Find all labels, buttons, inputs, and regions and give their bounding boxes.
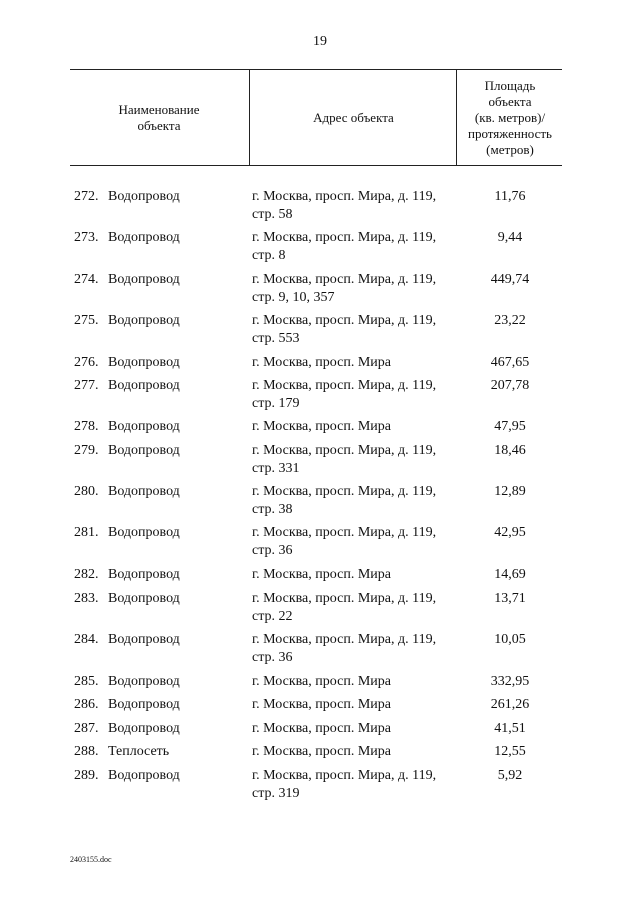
object-name: Водопровод: [108, 567, 180, 582]
address-line-2: стр. 8: [252, 248, 286, 263]
object-name: Водопровод: [108, 189, 180, 204]
address-line-1: г. Москва, просп. Мира: [252, 419, 391, 434]
row-number: 284.: [74, 632, 99, 647]
address-line-2: стр. 319: [252, 786, 300, 801]
object-area: 10,05: [494, 632, 526, 647]
object-name: Водопровод: [108, 674, 180, 689]
object-area: 261,26: [490, 697, 530, 712]
address-line-2: стр. 38: [252, 502, 293, 517]
header-name-column: [70, 70, 248, 165]
row-number: 286.: [74, 697, 99, 712]
object-name: Водопровод: [108, 525, 180, 540]
object-name: Водопровод: [108, 768, 180, 783]
object-address: [252, 418, 458, 436]
address-line-1: г. Москва, просп. Мира, д. 119,: [252, 443, 437, 458]
row-number: 274.: [74, 272, 99, 287]
object-name: Водопровод: [108, 591, 180, 606]
object-address: [252, 673, 458, 691]
row-number: 287.: [74, 721, 99, 736]
address-line-2: стр. 58: [252, 207, 293, 222]
object-area: 42,95: [494, 525, 526, 540]
row-number: 273.: [74, 230, 99, 245]
object-name: Водопровод: [108, 355, 180, 370]
object-area: 467,65: [490, 355, 530, 370]
row-number: 280.: [74, 484, 99, 499]
row-number: 285.: [74, 674, 99, 689]
object-address: [252, 442, 458, 478]
address-line-1: г. Москва, просп. Мира, д. 119,: [252, 591, 437, 606]
address-line-1: г. Москва, просп. Мира, д. 119,: [252, 272, 437, 287]
object-name: Водопровод: [108, 272, 180, 287]
address-line-2: стр. 36: [252, 650, 293, 665]
table-header: [70, 69, 562, 166]
address-line-1: г. Москва, просп. Мира: [252, 697, 391, 712]
address-line-1: г. Москва, просп. Мира, д. 119,: [252, 484, 437, 499]
object-area: 13,71: [494, 591, 526, 606]
row-number: 276.: [74, 355, 99, 370]
object-name: Водопровод: [108, 378, 180, 393]
address-line-1: г. Москва, просп. Мира, д. 119,: [252, 525, 437, 540]
header-area-label: Площадь объекта (кв. метров)/ протяженность (метров): [468, 77, 552, 157]
object-address: [252, 767, 458, 803]
object-name: Водопровод: [108, 721, 180, 736]
object-name: Водопровод: [108, 484, 180, 499]
address-line-2: стр. 36: [252, 543, 293, 558]
object-address: [252, 377, 458, 413]
row-number: 279.: [74, 443, 99, 458]
object-area: 47,95: [494, 419, 526, 434]
row-number: 281.: [74, 525, 99, 540]
object-address: [252, 590, 458, 626]
address-line-1: г. Москва, просп. Мира, д. 119,: [252, 378, 437, 393]
row-number: 283.: [74, 591, 99, 606]
object-area: 207,78: [490, 378, 530, 393]
header-address-label: Адрес объекта: [313, 109, 394, 125]
object-area: 12,89: [494, 484, 526, 499]
address-line-2: стр. 179: [252, 396, 300, 411]
row-number: 282.: [74, 567, 99, 582]
row-number: 288.: [74, 744, 99, 759]
object-area: 449,74: [490, 272, 530, 287]
object-name: Водопровод: [108, 419, 180, 434]
object-area: 9,44: [497, 230, 523, 245]
object-area: 332,95: [490, 674, 530, 689]
object-address: [252, 483, 458, 519]
object-address: [252, 188, 458, 224]
object-name: Водопровод: [108, 230, 180, 245]
address-line-2: стр. 331: [252, 461, 300, 476]
object-area: 41,51: [494, 721, 526, 736]
address-line-1: г. Москва, просп. Мира: [252, 567, 391, 582]
address-line-2: стр. 553: [252, 331, 300, 346]
row-number: 289.: [74, 768, 99, 783]
object-address: [252, 524, 458, 560]
header-name-label: Наименование объекта: [118, 101, 200, 133]
object-name: Водопровод: [108, 443, 180, 458]
address-line-1: г. Москва, просп. Мира: [252, 674, 391, 689]
address-line-1: г. Москва, просп. Мира: [252, 721, 391, 736]
row-number: 275.: [74, 313, 99, 328]
object-address: [252, 720, 458, 738]
address-line-1: г. Москва, просп. Мира, д. 119,: [252, 313, 437, 328]
object-area: 18,46: [494, 443, 526, 458]
address-line-1: г. Москва, просп. Мира: [252, 355, 391, 370]
object-area: 23,22: [494, 313, 526, 328]
object-area: 14,69: [494, 567, 526, 582]
object-name: Водопровод: [108, 632, 180, 647]
object-name: Теплосеть: [108, 744, 170, 759]
header-address-column: [249, 70, 457, 165]
header-area-column: [456, 70, 563, 165]
row-number: 278.: [74, 419, 99, 434]
footer-filename: 2403155.doc: [70, 855, 112, 864]
page-number: 19: [313, 34, 327, 49]
address-line-1: г. Москва, просп. Мира, д. 119,: [252, 632, 437, 647]
object-area: 12,55: [494, 744, 526, 759]
address-line-1: г. Москва, просп. Мира, д. 119,: [252, 768, 437, 783]
object-address: [252, 229, 458, 265]
object-address: [252, 354, 458, 372]
object-address: [252, 271, 458, 307]
address-line-1: г. Москва, просп. Мира: [252, 744, 391, 759]
row-number: 272.: [74, 189, 99, 204]
address-line-2: стр. 22: [252, 609, 293, 624]
row-number: 277.: [74, 378, 99, 393]
address-line-1: г. Москва, просп. Мира, д. 119,: [252, 189, 437, 204]
object-name: Водопровод: [108, 697, 180, 712]
address-line-1: г. Москва, просп. Мира, д. 119,: [252, 230, 437, 245]
object-area: 11,76: [494, 189, 526, 204]
object-address: [252, 631, 458, 667]
object-address: [252, 743, 458, 761]
address-line-2: стр. 9, 10, 357: [252, 290, 335, 305]
object-address: [252, 312, 458, 348]
object-name: Водопровод: [108, 313, 180, 328]
object-address: [252, 566, 458, 584]
object-area: 5,92: [497, 768, 523, 783]
object-address: [252, 696, 458, 714]
